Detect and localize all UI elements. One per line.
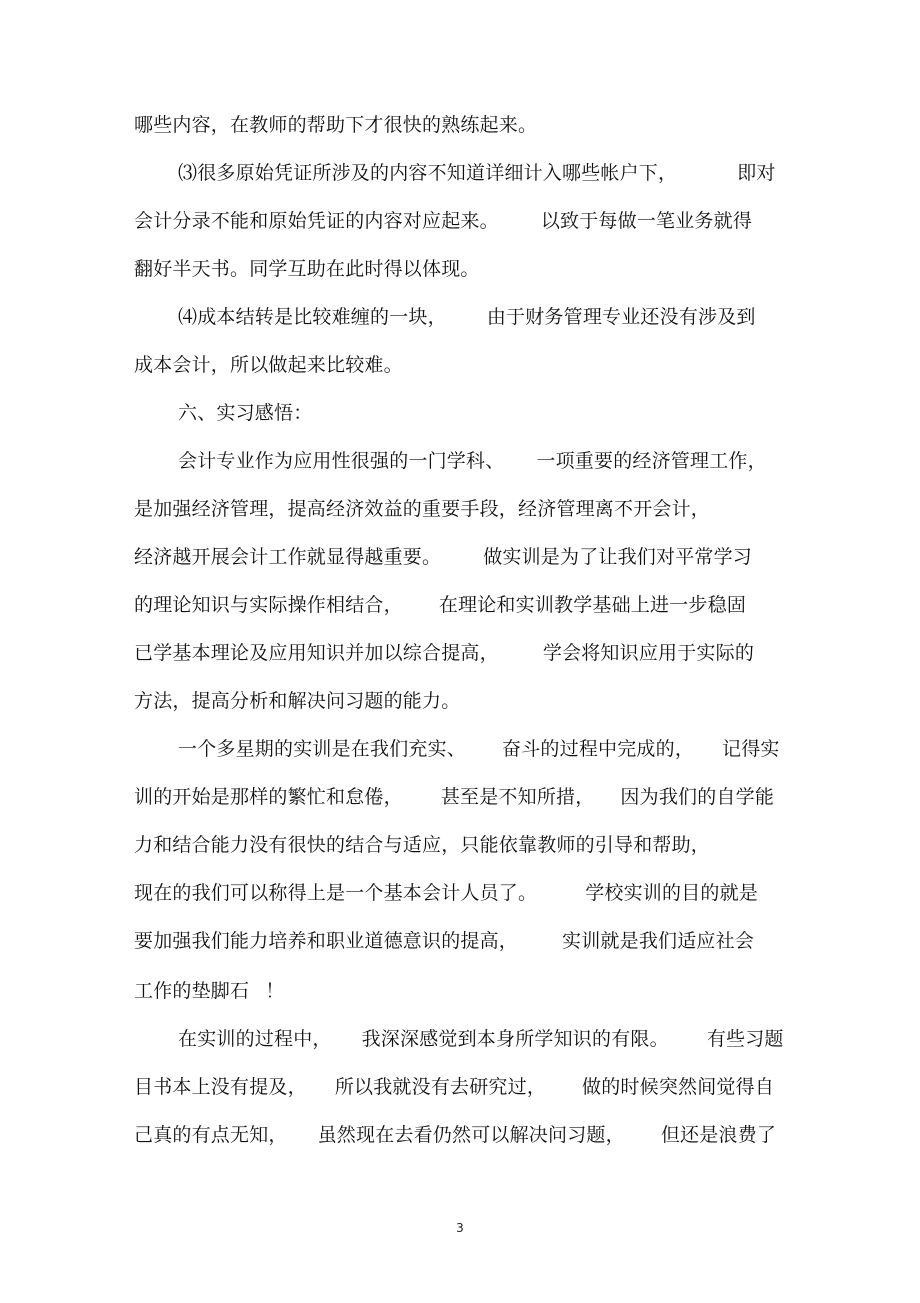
text-line [178, 448, 767, 474]
text-segment: 哪些内容，在教师的帮助下才很快的熟练起来。 [134, 114, 538, 136]
text-segment: 奋斗的过程中完成的， [502, 738, 695, 760]
page-number: 3 [456, 1221, 464, 1235]
text-segment: ！ [265, 980, 285, 1002]
text-line [178, 400, 312, 426]
text-segment: 所以我就没有去研究过， [334, 1076, 547, 1098]
text-line [134, 592, 746, 618]
text-segment: 已学基本理论及应用知识并加以综合提高， [134, 642, 499, 664]
text-segment: 由于财务管理专业还没有涉及到 [486, 306, 756, 328]
text-line [134, 832, 710, 858]
text-line [134, 1074, 774, 1100]
text-line [134, 352, 403, 378]
text-segment: ⑶很多原始凭证所涉及的内容不知道详细计入哪些帐户下， [178, 162, 678, 184]
text-segment: 做实训是为了让我们对平常学习 [483, 546, 753, 568]
text-segment: 是加强经济管理，提高经济效益的重要手段，经济管理离不开会计， [134, 498, 711, 520]
text-segment: 成本会计，所以做起来比较难。 [134, 354, 403, 376]
text-segment: 己真的有点无知， [134, 1124, 288, 1146]
text-segment: 在理论和实训教学基础上进一步稳固 [438, 594, 747, 616]
text-segment: 现在的我们可以称得上是一个基本会计人员了。 [134, 882, 538, 904]
text-line [134, 256, 480, 282]
text-segment: 目书本上没有提及， [134, 1076, 307, 1098]
text-line [134, 496, 710, 522]
text-line [134, 544, 752, 570]
text-segment: 工作的垫脚石 [134, 980, 250, 1002]
text-line [134, 784, 774, 810]
text-line [134, 640, 754, 666]
text-segment: 会计分录不能和原始凭证的内容对应起来。 [134, 210, 499, 232]
text-line [134, 208, 752, 234]
text-segment: 有些习题 [706, 1028, 784, 1050]
text-segment: 但还是浪费了 [660, 1124, 777, 1146]
text-segment: 在实训的过程中， [178, 1028, 332, 1050]
text-segment: 即对 [737, 162, 776, 184]
text-segment: 方法，提高分析和解决问习题的能力。 [134, 690, 461, 712]
text-line [178, 160, 776, 186]
text-segment: 的理论知识与实际操作相结合， [134, 594, 403, 616]
text-segment: 会计专业作为应用性很强的一门学科、 [178, 450, 505, 472]
text-segment: 一项重要的经济管理工作， [536, 450, 767, 472]
text-segment: 学会将知识应用于实际的 [542, 642, 755, 664]
text-line [134, 1122, 776, 1148]
text-line [134, 112, 537, 138]
text-segment: ⑷成本结转是比较难缠的一块， [178, 306, 447, 328]
text-segment: 做的时候突然间觉得自 [582, 1076, 775, 1098]
text-line [134, 978, 284, 1004]
text-segment: 以致于每做一笔业务就得 [540, 210, 753, 232]
text-line [178, 304, 756, 330]
text-line [134, 880, 758, 906]
text-segment: 经济越开展会计工作就显得越重要。 [134, 546, 442, 568]
text-segment: 记得实 [722, 738, 780, 760]
text-segment: 甚至是不知所措， [440, 786, 595, 808]
text-segment: 因为我们的自学能 [620, 786, 775, 808]
text-segment: 六、实习感悟： [178, 402, 313, 424]
text-segment: 力和结合能力没有很快的结合与适应，只能依靠教师的引导和帮助， [134, 834, 711, 856]
text-segment: 要加强我们能力培养和职业道德意识的提高， [134, 930, 519, 952]
text-segment: 学校实训的目的就是 [585, 882, 759, 904]
text-segment: 训的开始是那样的繁忙和怠倦， [134, 786, 403, 808]
text-segment: 虽然现在去看仍然可以解决问习题， [317, 1124, 625, 1146]
text-line [178, 1026, 784, 1052]
text-line [134, 928, 754, 954]
text-segment: 一个多星期的实训是在我们充实、 [178, 738, 467, 760]
text-segment: 我深深感觉到本身所学知识的有限。 [361, 1028, 669, 1050]
text-segment: 实训就是我们适应社会 [562, 930, 755, 952]
text-line [178, 736, 780, 762]
text-line [134, 688, 460, 714]
text-segment: 翻好半天书。同学互助在此时得以体现。 [134, 258, 480, 280]
